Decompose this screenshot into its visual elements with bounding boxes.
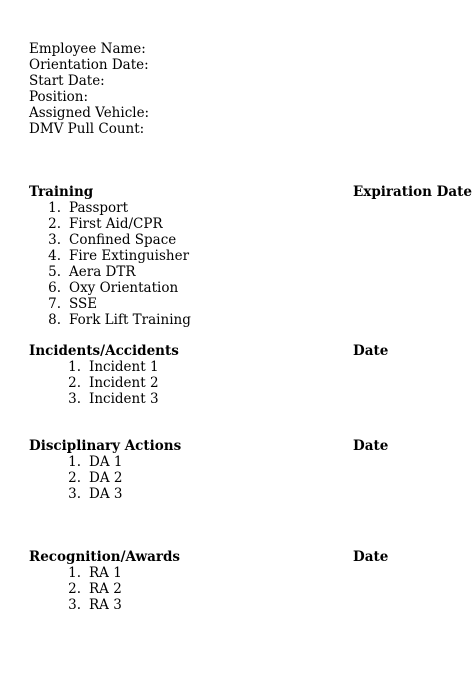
item-text: Aera DTR: [69, 264, 136, 280]
item-text: Fork Lift Training: [69, 312, 191, 328]
item-text: Incident 2: [89, 375, 159, 391]
item-text: RA 1: [89, 565, 122, 581]
item-number: 5.: [48, 264, 61, 280]
item-text: Fire Extinguisher: [69, 248, 190, 264]
expiration-date-heading: Expiration Date: [353, 184, 472, 200]
item-text: First Aid/CPR: [69, 216, 163, 232]
item-text: DA 2: [89, 470, 123, 486]
disciplinary-item: [67, 486, 122, 502]
item-text: Incident 1: [89, 359, 159, 375]
item-number: 2.: [48, 216, 61, 232]
recognition-date-heading: Date: [353, 549, 389, 565]
item-text: Oxy Orientation: [69, 280, 179, 296]
item-number: 2.: [68, 581, 81, 597]
training-item: [47, 280, 178, 296]
training-item: [47, 216, 163, 232]
recognition-item: [67, 565, 122, 581]
incidents-date-heading: Date: [353, 343, 389, 359]
disciplinary-item: [67, 470, 122, 486]
item-number: 2.: [68, 375, 81, 391]
training-item: [47, 312, 191, 328]
item-number: 1.: [68, 454, 81, 470]
disciplinary-item: [67, 454, 122, 470]
item-number: 8.: [48, 312, 61, 328]
item-number: 4.: [48, 248, 61, 264]
item-text: Confined Space: [69, 232, 177, 248]
training-item: [47, 200, 128, 216]
training-heading: Training: [29, 184, 94, 200]
recognition-item: [67, 581, 122, 597]
item-number: 1.: [68, 359, 81, 375]
item-number: 3.: [48, 232, 61, 248]
item-number: 2.: [68, 470, 81, 486]
item-text: DA 1: [89, 454, 123, 470]
item-text: Passport: [69, 200, 129, 216]
disciplinary-date-heading: Date: [353, 438, 389, 454]
item-text: RA 3: [89, 597, 122, 613]
item-text: Incident 3: [89, 391, 159, 407]
incident-item: [67, 375, 159, 391]
item-text: DA 3: [89, 486, 123, 502]
item-number: 7.: [48, 296, 61, 312]
employee-name-label: Employee Name:: [29, 41, 146, 57]
item-number: 3.: [68, 597, 81, 613]
item-text: SSE: [69, 296, 98, 312]
item-text: RA 2: [89, 581, 122, 597]
dmv-pull-count-label: DMV Pull Count:: [29, 121, 145, 137]
incident-item: [67, 391, 159, 407]
assigned-vehicle-label: Assigned Vehicle:: [29, 105, 150, 121]
item-number: 1.: [48, 200, 61, 216]
incidents-heading: Incidents/Accidents: [29, 343, 179, 359]
training-item: [47, 264, 136, 280]
item-number: 3.: [68, 486, 81, 502]
training-item: [47, 232, 176, 248]
start-date-label: Start Date:: [29, 73, 105, 89]
item-number: 1.: [68, 565, 81, 581]
training-item: [47, 248, 189, 264]
training-item: [47, 296, 97, 312]
position-label: Position:: [29, 89, 89, 105]
recognition-heading: Recognition/Awards: [29, 549, 180, 565]
item-number: 3.: [68, 391, 81, 407]
item-number: 6.: [48, 280, 61, 296]
orientation-date-label: Orientation Date:: [29, 57, 149, 73]
incident-item: [67, 359, 159, 375]
recognition-item: [67, 597, 122, 613]
disciplinary-heading: Disciplinary Actions: [29, 438, 182, 454]
